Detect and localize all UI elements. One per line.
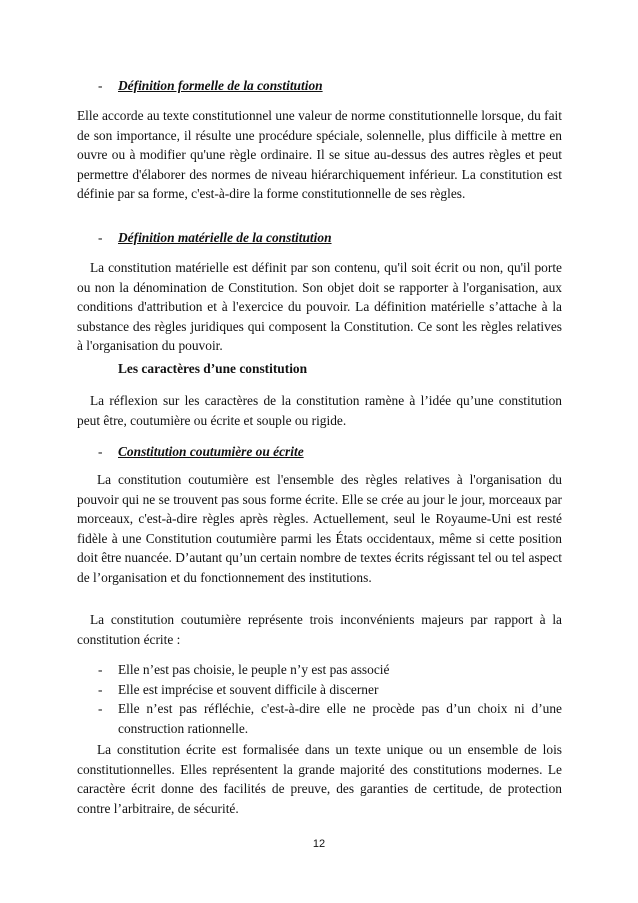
inconveniences-list	[98, 660, 562, 738]
formal-definition-paragraph: Elle accorde au texte constitutionnel une valeur de norme constitutionnelle lorsque, du fait de son importance, il résulte une procédure spéciale, solennelle, plus difficile à mettre en ouvre ou à modifier qu'une règle ordinaire. Il se situe au-dessus des autres règles et peut permettre d'élaborer des normes de niveau hiérarchiquement inférieur. La constitution est définie par sa forme, c'est-à-dire la forme constitutionnelle de ses règles.	[77, 108, 562, 201]
bullet-dash: -	[98, 681, 103, 697]
bullet-dash: -	[98, 662, 103, 677]
page-number: 12	[312, 838, 326, 850]
list-item	[98, 680, 562, 700]
written-constitution-paragraph: La constitution écrite est formalisée dans un texte unique ou un ensemble de lois constitutionnelles. Elles représentent la grande majorité des constitutions modernes. Le caractère écrit donne des facilités de preuve, des garanties de certitude, de protection contre l’arbitraire, de sécurité.	[77, 742, 562, 816]
characters-heading: Les caractères d’une constitution	[118, 361, 308, 376]
heading-title: Définition matérielle de la constitution	[118, 230, 332, 245]
material-definition-paragraph: La constitution matérielle est définit par son contenu, qu'il soit écrit ou non, qu'il porte ou non la dénomination de Constitution. Son objet doit se rapporter à l'organisation, aux conditions d'attribution et à l'exercice du pouvoir. La définition matérielle s’attache à la substance des règles juridiques qui composent la Constitution. Ce sont les règles relatives à l'organisation du pouvoir.	[77, 260, 562, 353]
list-item-text: Elle n’est pas choisie, le peuple n’y est pas associé	[118, 662, 390, 677]
heading-title: Définition formelle de la constitution	[118, 78, 323, 93]
material-definition-heading	[98, 228, 332, 248]
inconveniences-intro: La constitution coutumière représente trois inconvénients majeurs par rapport à la constitution écrite :	[77, 612, 562, 647]
heading-dash: -	[98, 230, 103, 245]
formal-definition-heading	[98, 76, 323, 96]
list-item-text: Elle est imprécise et souvent difficile à discerner	[118, 681, 379, 697]
list-item	[98, 699, 562, 738]
heading-dash: -	[98, 444, 103, 459]
list-item-text: Elle n’est pas réfléchie, c'est-à-dire elle ne procède pas d’un choix ni d’une construction rationnelle.	[118, 701, 562, 736]
customary-written-heading	[98, 442, 304, 462]
customary-paragraph: La constitution coutumière est l'ensemble des règles relatives à l'organisation du pouvoir qui ne se trouvent pas sous forme écrite. Elle se crée au jour le jour, morceaux par morceaux, c'est-à-dire règles après règles. Actuellement, seul le Royaume-Uni est resté fidèle à une Constitution coutumière parmi les États occidentaux, même si cette position doit être nuancée. D’autant qu’un certain nombre de textes écrits régissant tel ou tel aspect de l’organisation et du fonctionnement des institutions.	[77, 472, 562, 585]
heading-title: Constitution coutumière ou écrite	[118, 444, 304, 459]
characters-paragraph: La réflexion sur les caractères de la constitution ramène à l’idée qu’une constitution peut être, coutumière ou écrite et souple ou rigide.	[77, 393, 562, 428]
heading-dash: -	[98, 78, 103, 93]
bullet-dash: -	[98, 701, 103, 716]
list-item	[98, 660, 562, 680]
